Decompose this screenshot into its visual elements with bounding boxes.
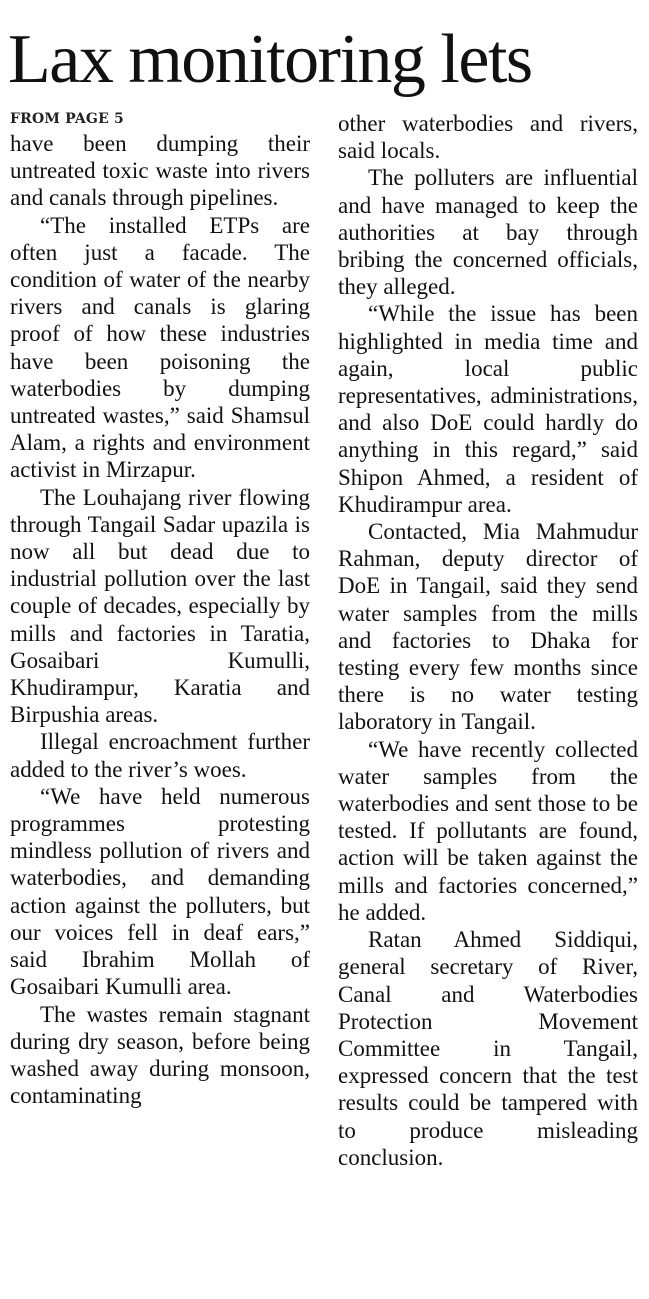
paragraph: other waterbodies and rivers, said locals.	[338, 111, 638, 164]
article-column-left	[10, 108, 310, 1109]
article-column-right	[338, 110, 638, 1171]
headline: Lax monitoring lets	[8, 21, 532, 98]
paragraph: “The installed ETPs are often just a facade. The condition of water of the nearby rivers and canals is glaring proof of how these industries have been poisoning the waterbodies by dumping untreated wastes,” said Shamsul Alam, a rights and environment activist in Mirzapur.	[10, 212, 310, 483]
paragraph: The Louhajang river flowing through Tangail Sadar upazila is now all but dead due to industrial pollution over the last couple of decades, especially by mills and factories in Taratia, Gosaibari Kumulli, Khudirampur, Karatia and Birpushia areas.	[10, 484, 310, 728]
paragraph: Contacted, Mia Mahmudur Rahman, deputy director of DoE in Tangail, said they send water samples from the mills and factories to Dhaka for testing every few months since there is no water testing laboratory in Tangail.	[338, 519, 638, 735]
paragraph: “We have held numerous programmes protesting mindless pollution of rivers and waterbodies, and demanding action against the polluters, but our voices fell in deaf ears,” said Ibrahim Mollah of Gosaibari Kumulli area.	[10, 783, 310, 1000]
paragraph: The wastes remain stagnant during dry season, before being washed away during monsoon, contaminating	[10, 1001, 310, 1109]
paragraph: Illegal encroachment further added to the river’s woes.	[10, 729, 310, 782]
continued-from-label: FROM PAGE 5	[10, 111, 124, 127]
paragraph: The polluters are influential and have managed to keep the authorities at bay through bribing the concerned officials, they alleged.	[338, 165, 638, 300]
paragraph: have been dumping their untreated toxic waste into rivers and canals through pipelines.	[10, 131, 310, 211]
paragraph: “We have recently collected water samples from the waterbodies and sent those to be tested. If pollutants are found, action will be taken against the mills and factories concerned,” he added.	[338, 736, 638, 925]
paragraph: “While the issue has been highlighted in media time and again, local public representatives, administrations, and also DoE could hardly do anything in this regard,” said Shipon Ahmed, a resident of Khudirampur area.	[338, 301, 638, 517]
paragraph: Ratan Ahmed Siddiqui, general secretary of River, Canal and Waterbodies Protection Movement Committee in Tangail, expressed concern that the test results could be tampered with to produce misleading conclusion.	[338, 927, 638, 1170]
